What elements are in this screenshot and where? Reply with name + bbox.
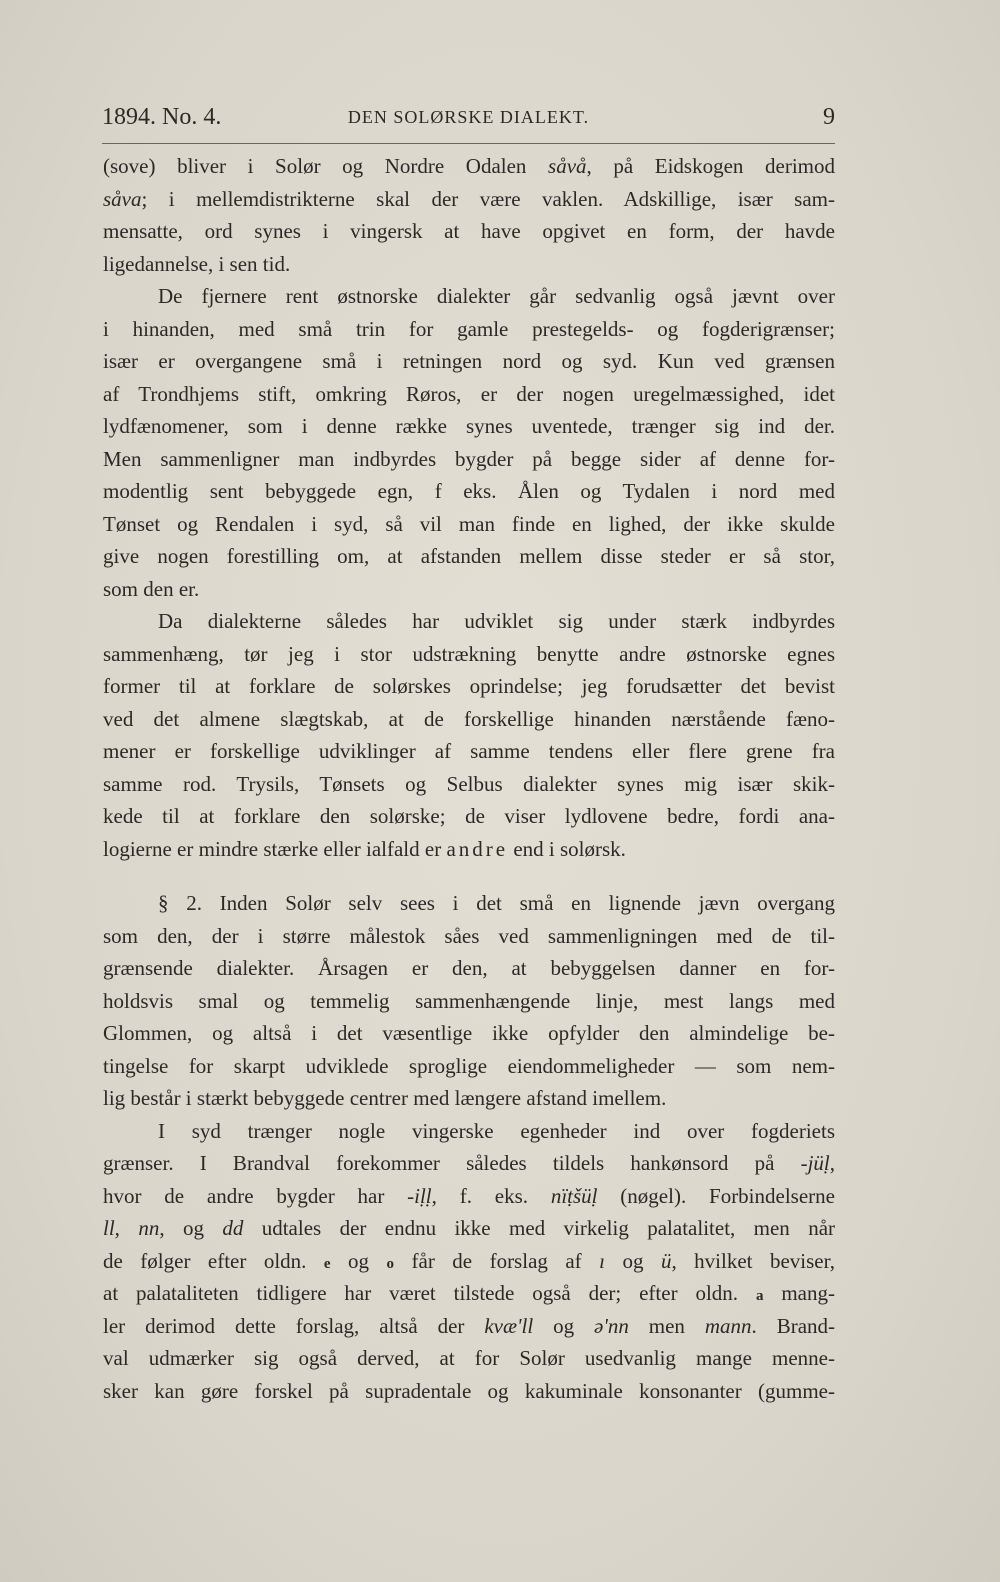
text-line: mener er forskellige udviklinger af samme tendens eller flere grene fra (103, 739, 835, 763)
text-line: ll, nn, og dd udtales der endnu ikke med virkelig palatalitet, men når (103, 1216, 836, 1240)
text-line: sker kan gøre forskel på supradentale og kakuminale konsonanter (gumme- (103, 1378, 835, 1403)
text-line: Da dialekterne således har udviklet sig under stærk indbyrdes (158, 609, 835, 633)
text-line: ler derimod dette forslag, altså der kvæ'll og ə'nn men mann. Brand- (103, 1313, 836, 1338)
text-line: De fjernere rent østnorske dialekter går sedvanlig også jævnt over (158, 284, 835, 308)
text-line: grænser. I Brandval forekommer således tildels hankønsord på -jüḷ, (103, 1151, 835, 1175)
section-gap (103, 865, 835, 887)
text-line: I syd trænger nogle vingerske egenheder ind over fogderiets (158, 1118, 835, 1143)
text-line: former til at forklare de solørskes oprindelse; jeg forudsætter det bevist (103, 674, 835, 698)
text-line: val udmærker sig også derved, at for Solør usedvanlig mange menne- (103, 1346, 835, 1370)
text-line: de følger efter oldn. e og o får de forslag af ı og ü, hvilket beviser, (103, 1248, 836, 1273)
text-line: samme rod. Trysils, Tønsets og Selbus dialekter synes mig især skik- (103, 771, 835, 796)
text-line: som den er. (103, 576, 200, 601)
text-line: af Trondhjems stift, omkring Røros, er der nogen uregelmæssighed, idet (103, 381, 835, 406)
text-line: modentlig sent bebyggede egn, f eks. Ålen og Tydalen i nord med (103, 479, 835, 503)
text-line: holdsvis smal og temmelig sammenhængende linje, mest langs med (103, 988, 835, 1013)
text-line: Tønset og Rendalen i syd, så vil man finde en lighed, der ikke skulde (103, 511, 835, 536)
text-line: § 2. Inden Solør selv sees i det små en lignende jævn overgang (158, 891, 835, 915)
text-line: såva; i mellemdistrikterne skal der være vaklen. Adskillige, især sam- (103, 186, 835, 211)
header-volume: 1894. No. 4. (102, 104, 222, 130)
text-line: lig består i stærkt bebyggede centrer med længere afstand imellem. (103, 1086, 667, 1110)
text-line: Men sammenligner man indbyrdes bygder på begge sider af denne for- (103, 446, 835, 471)
header-rule (102, 143, 835, 144)
text-line: ved det almene slægtskab, at de forskellige hinanden nærstående fæno- (103, 706, 835, 731)
text-line: lydfænomener, som i denne række synes uventede, trænger sig ind der. (103, 414, 835, 438)
text-line: give nogen forestilling om, at afstanden mellem disse steder er så stor, (103, 544, 835, 568)
text-line: logierne er mindre stærke eller ialfald er andre end i solørsk. (103, 836, 626, 861)
text-line: grænsende dialekter. Årsagen er den, at bebyggelsen danner en for- (103, 956, 835, 980)
running-header (102, 104, 835, 138)
header-title: DEN SOLØRSKE DIALEKT. (347, 107, 590, 127)
text-line: i hinanden, med små trin for gamle prestegelds- og fogderigrænser; (103, 316, 835, 341)
text-line: (sove) bliver i Solør og Nordre Odalen såvå, på Eidskogen derimod (103, 154, 835, 178)
text-line: at palataliteten tidligere har været tilstede også der; efter oldn. a mang- (103, 1281, 835, 1305)
body-text (103, 150, 835, 1407)
text-line: sammenhæng, tør jeg i stor udstrækning benytte andre østnorske egnes (103, 641, 835, 666)
text-line: ligedannelse, i sen tid. (103, 251, 291, 276)
text-line: hvor de andre bygder har -iḷḷ, f. eks. nïṭšüḷ (nøgel). Forbindelserne (103, 1183, 835, 1208)
text-line: især er overgangene små i retningen nord og syd. Kun ved grænsen (103, 349, 835, 373)
text-line: kede til at forklare den solørske; de viser lydlovene bedre, fordi ana- (103, 804, 835, 828)
text-line: som den, der i større målestok såes ved sammenligningen med de til- (103, 923, 835, 948)
page-number: 9 (823, 104, 835, 130)
text-line: Glommen, og altså i det væsentlige ikke opfylder den almindelige be- (103, 1021, 835, 1045)
text-line: tingelse for skarpt udviklede sproglige eiendommeligheder — som nem- (103, 1053, 835, 1078)
text-line: mensatte, ord synes i vingersk at have opgivet en form, der havde (103, 219, 835, 243)
